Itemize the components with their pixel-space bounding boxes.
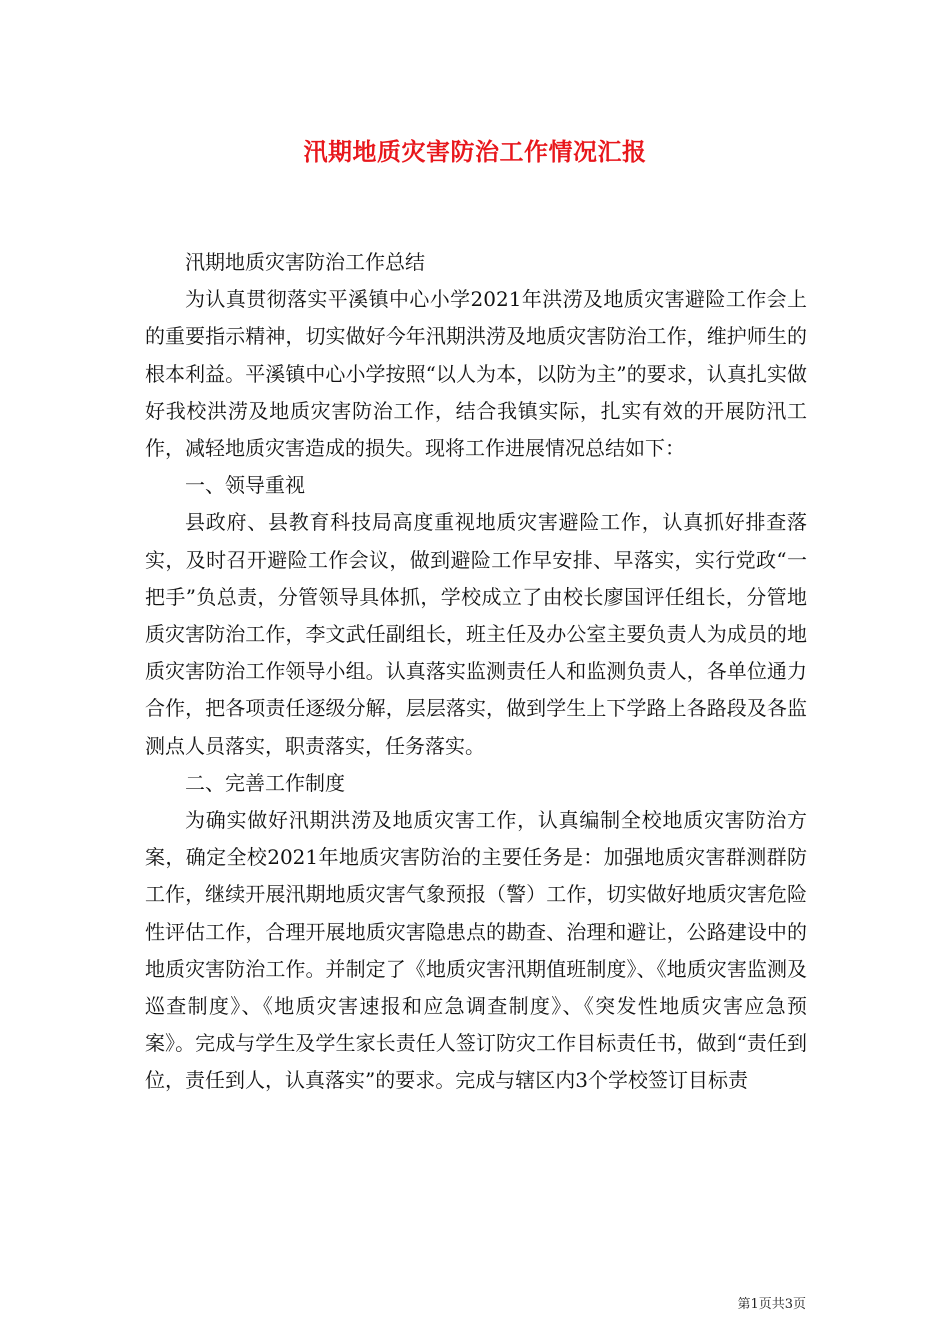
paragraph-subtitle: 汛期地质灾害防治工作总结 xyxy=(185,250,425,274)
section-heading-leadership: 一、领导重视 xyxy=(185,473,305,498)
document-title: 汛期地质灾害防治工作情况汇报 xyxy=(303,137,647,166)
page-number-footer: 第1页共3页 xyxy=(737,1297,806,1312)
paragraph-leadership: 县政府、县教育科技局高度重视地质灾害避险工作，认真抓好排查落实，及时召开避险工作会议，做到避险工作早安排、早落实，实行党政“一把手”负总责，分管领导具体抓，学校成立了由校长廖国评任组长，分管地质灾害防治工作，李文武任副组长，班主任及办公室主要负责人为成员的地质灾害防治工作领导小组。认真落实监测责任人和监测负责人，各单位通力合作，把各项责任逐级分解，层层落实，做到学生上下学路上各路段及各监测点人员落实，职责落实，任务落实。 xyxy=(145,510,807,758)
section-heading-system: 二、完善工作制度 xyxy=(185,770,345,795)
paragraph-intro: 为认真贯彻落实平溪镇中心小学2021年洪涝及地质灾害避险工作会上的重要指示精神，切实做好今年汛期洪涝及地质灾害防治工作，维护师生的根本利益。平溪镇中心小学按照“以人为本，以防为主”的要求，认真扎实做好我校洪涝及地质灾害防治工作，结合我镇实际，扎实有效的开展防汛工作，减轻地质灾害造成的损失。现将工作进展情况总结如下： xyxy=(145,287,807,461)
paragraph-system: 为确实做好汛期洪涝及地质灾害工作，认真编制全校地质灾害防治方案，确定全校2021年地质灾害防治的主要任务是：加强地质灾害群测群防工作，继续开展汛期地质灾害气象预报（警）工作，切实做好地质灾害危险性评估工作，合理开展地质灾害隐患点的勘查、治理和避让，公路建设中的地质灾害防治工作。并制定了《地质灾害汛期值班制度》、《地质灾害监测及巡查制度》、《地质灾害速报和应急调查制度》、《突发性地质灾害应急预案》。完成与学生及学生家长责任人签订防灾工作目标责任书，做到“责任到位，责任到人，认真落实”的要求。完成与辖区内3个学校签订目标责 xyxy=(145,808,807,1093)
document-body xyxy=(145,244,807,1100)
